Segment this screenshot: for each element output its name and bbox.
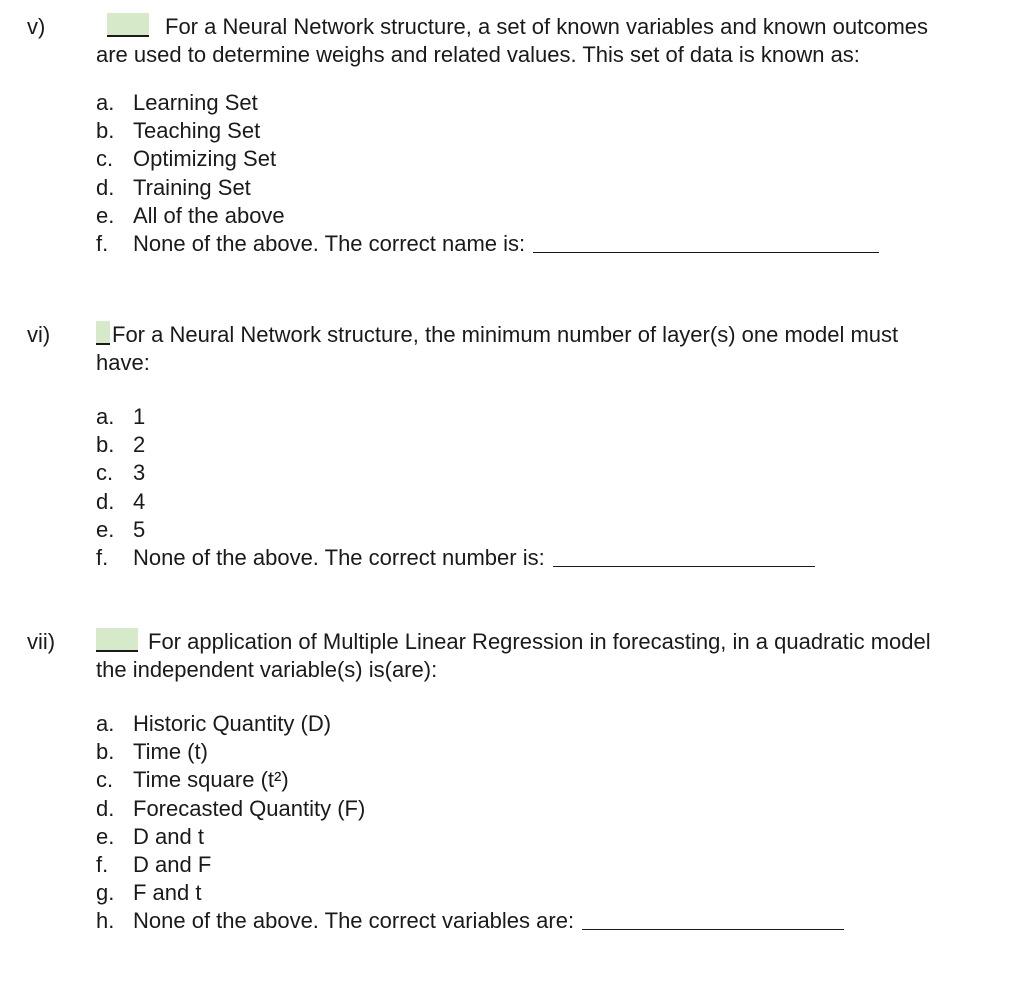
answer-blank[interactable] bbox=[107, 13, 149, 37]
option-letter: a. bbox=[96, 90, 115, 115]
option-letter: d. bbox=[96, 795, 115, 821]
answer-blank[interactable] bbox=[96, 321, 110, 345]
option-letter: b. bbox=[96, 739, 115, 765]
option-text: Training Set bbox=[133, 174, 251, 200]
option-text: 2 bbox=[133, 432, 146, 458]
option-letter: f. bbox=[96, 851, 109, 877]
option-text: D and t bbox=[133, 823, 204, 849]
question-number: vi) bbox=[27, 322, 51, 347]
fill-in-line[interactable] bbox=[533, 232, 879, 253]
stem-line-1 bbox=[96, 13, 996, 41]
option-text: 5 bbox=[133, 516, 146, 542]
option-text: None of the above. The correct variables are: bbox=[133, 908, 575, 934]
option-letter: e. bbox=[96, 823, 115, 849]
stem-line-1 bbox=[96, 628, 996, 656]
question-stem bbox=[96, 321, 996, 377]
option-text: 1 bbox=[133, 404, 146, 429]
option-text-wrap bbox=[133, 544, 815, 572]
option-letter: a. bbox=[96, 404, 115, 429]
option-letter: c. bbox=[96, 146, 114, 172]
option-letter: b. bbox=[96, 432, 115, 458]
option-text: Historic Quantity (D) bbox=[133, 711, 332, 736]
stem-line-2: are used to determine weighs and related values. This set of data is known as: bbox=[96, 42, 860, 67]
option-letter: a. bbox=[96, 711, 115, 736]
stem-text-1: For a Neural Network structure, the minimum number of layer(s) one model must bbox=[112, 322, 899, 347]
option-letter: c. bbox=[96, 460, 114, 486]
answer-blank[interactable] bbox=[96, 628, 138, 652]
option-text: None of the above. The correct number is: bbox=[133, 544, 545, 570]
option-letter: e. bbox=[96, 202, 115, 228]
fill-in-line[interactable] bbox=[553, 546, 815, 567]
option-letter: d. bbox=[96, 174, 115, 200]
option-text: Time (t) bbox=[133, 739, 208, 765]
option-text: 3 bbox=[133, 460, 146, 486]
option-text: Teaching Set bbox=[133, 118, 261, 144]
option-text: F and t bbox=[133, 880, 202, 906]
option-text-wrap bbox=[133, 230, 879, 258]
option-text-wrap bbox=[133, 907, 844, 935]
stem-text-1: For application of Multiple Linear Regression in forecasting, in a quadratic model bbox=[148, 629, 931, 654]
stem-line-1 bbox=[96, 321, 996, 349]
option-text: All of the above bbox=[133, 202, 285, 228]
question-stem bbox=[96, 13, 996, 69]
option-letter: b. bbox=[96, 118, 115, 144]
option-text: 4 bbox=[133, 488, 146, 514]
stem-line-2: have: bbox=[96, 350, 150, 375]
option-letter: d. bbox=[96, 488, 115, 514]
option-text: D and F bbox=[133, 851, 212, 877]
question-number: v) bbox=[27, 14, 46, 39]
question-number: vii) bbox=[27, 629, 56, 654]
option-letter: c. bbox=[96, 767, 114, 793]
option-text: Optimizing Set bbox=[133, 146, 277, 172]
option-letter: e. bbox=[96, 516, 115, 542]
option-letter: g. bbox=[96, 880, 115, 906]
stem-text-1: For a Neural Network structure, a set of known variables and known outcomes bbox=[165, 14, 929, 39]
stem-line-2: the independent variable(s) is(are): bbox=[96, 657, 438, 682]
option-text: None of the above. The correct name is: bbox=[133, 230, 526, 256]
option-text: Learning Set bbox=[133, 90, 258, 115]
question-stem bbox=[96, 628, 996, 684]
option-text: Time square (t²) bbox=[133, 767, 289, 793]
option-text: Forecasted Quantity (F) bbox=[133, 795, 366, 821]
option-letter: f. bbox=[96, 230, 109, 256]
fill-in-line[interactable] bbox=[582, 909, 844, 930]
option-letter: h. bbox=[96, 908, 115, 934]
option-letter: f. bbox=[96, 544, 109, 570]
